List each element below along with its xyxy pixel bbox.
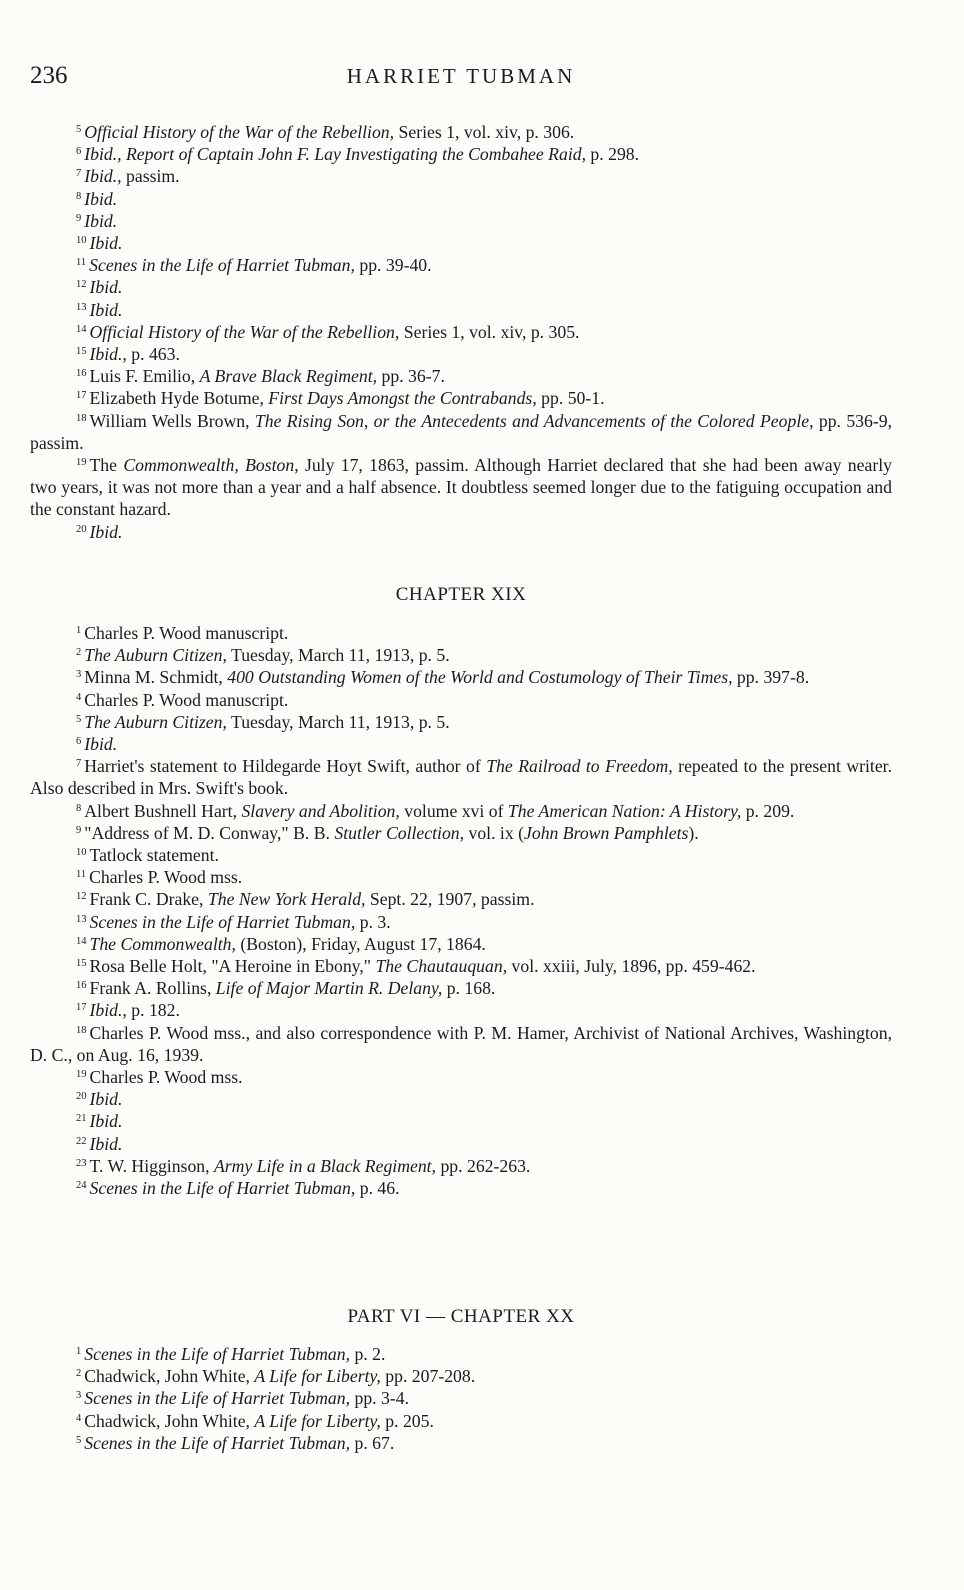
page-number: 236 [30, 62, 68, 89]
footnote-text: volume xvi of [399, 800, 508, 821]
footnote-number: 12 [76, 279, 87, 291]
footnote-title-text: A Life for Liberty, [254, 1366, 381, 1387]
footnote-title-text: Stutler Collection, [334, 822, 465, 843]
footnote-title-text: Commonwealth, Boston, [123, 455, 299, 476]
footnote-text: Albert Bushnell Hart, [84, 800, 242, 821]
footnote-text: Elizabeth Hyde Botume, [89, 388, 269, 409]
footnote-number: 3 [76, 669, 82, 681]
footnote-text: p. 3. [355, 911, 391, 932]
footnote-title-text: A Brave Black Regiment, [199, 366, 378, 387]
footnote-title-text: The Commonwealth, [89, 933, 236, 954]
footnote [30, 733, 892, 755]
footnote-text: Tatlock statement. [89, 845, 219, 866]
footnote [30, 165, 892, 187]
footnote-title-text: Ibid. [89, 1133, 123, 1154]
footnote-title-text: Official History of the War of the Rebellion, [84, 122, 395, 142]
footnote-text: p. 168. [442, 978, 496, 999]
footnote-title-text: A Life for Liberty, [254, 1410, 381, 1431]
footnote-number: 5 [76, 1434, 82, 1446]
footnote-number: 12 [76, 891, 87, 903]
footnote-number: 1 [76, 625, 82, 636]
footnote-number: 14 [76, 935, 87, 947]
footnote-number: 4 [76, 1412, 82, 1424]
footnote-title-text: Ibid., [89, 1000, 127, 1021]
footnote-title-text: Ibid. [89, 299, 123, 320]
footnote-number: 18 [76, 412, 87, 424]
footnote-text: Frank C. Drake, [89, 889, 208, 910]
footnote-number: 6 [76, 146, 82, 158]
footnote-title-text: Scenes in the Life of Harriet Tubman, [89, 255, 355, 276]
footnote-title-text: 400 Outstanding Women of the World and Costumology of Their Times, [227, 667, 733, 688]
notes-section-chapter-xx [30, 1306, 892, 1454]
footnote-title-text: Ibid. [89, 1111, 123, 1132]
footnote-number: 8 [76, 802, 82, 814]
footnote [30, 188, 892, 210]
footnote [30, 933, 892, 955]
chapter-heading: PART VI — CHAPTER XX [347, 1306, 575, 1327]
footnote [30, 1343, 892, 1365]
footnote-text: vol. ix ( [464, 822, 524, 843]
footnote-text: p. 2. [350, 1344, 386, 1364]
footnote [30, 800, 892, 822]
footnote-title-text: Ibid. [84, 734, 118, 755]
footnote-text: Sept. 22, 1907, passim. [365, 889, 535, 910]
footnote-text: Chadwick, John White, [84, 1366, 255, 1387]
footnote [30, 1110, 892, 1132]
footnote-text: repeated to the present writer. Also described in Mrs. Swift's book. [30, 756, 893, 799]
footnote-number: 13 [76, 301, 87, 313]
footnote-number: 17 [76, 1002, 87, 1014]
footnote-title-text: Slavery and Abolition, [241, 800, 400, 821]
footnote [30, 1155, 892, 1177]
footnote-text: pp. 36-7. [377, 366, 445, 387]
footnote-text: July 17, 1863, passim. Although Harriet declared that she had been away nearly two years, it was not more than a year and a half absence. It doubtless seemed longer due to the fatiguing occupation and the constant hazard. [30, 455, 892, 520]
footnote [30, 1177, 892, 1199]
footnote [30, 755, 892, 799]
footnote-text: passim. [121, 166, 180, 187]
footnote [30, 254, 892, 276]
footnote-title-text: Scenes in the Life of Harriet Tubman, [84, 1344, 351, 1364]
footnote [30, 410, 892, 454]
footnote-number: 10 [76, 847, 87, 859]
footnote [30, 689, 892, 711]
footnote-text: Chadwick, John White, [84, 1410, 255, 1431]
footnote-number: 5 [76, 713, 82, 725]
footnote [30, 711, 892, 733]
footnote-title-text: Life of Major Martin R. Delany, [215, 978, 443, 999]
footnote-text: pp. 536-9, passim. [30, 410, 893, 453]
footnote [30, 1387, 892, 1409]
footnote-title-text: Ibid. [89, 233, 123, 254]
footnote [30, 1365, 892, 1387]
footnote [30, 232, 892, 254]
footnote-text: p. 46. [355, 1178, 400, 1199]
footnote-number: 2 [76, 1368, 82, 1380]
footnote-text: Charles P. Wood manuscript. [84, 689, 289, 710]
footnote-number: 15 [76, 346, 87, 358]
notes-section-chapter-xviii [30, 121, 892, 543]
footnote [30, 454, 892, 521]
footnote-number: 2 [76, 647, 82, 659]
footnote [30, 143, 892, 165]
footnote [30, 121, 892, 143]
footnote-number: 23 [76, 1157, 87, 1169]
footnote [30, 955, 892, 977]
footnote-title-text: Scenes in the Life of Harriet Tubman, [89, 911, 356, 932]
footnote [30, 387, 892, 409]
footnote [30, 521, 892, 543]
notes-section-chapter-xix [30, 584, 892, 1199]
footnote-title-text: Ibid. [89, 521, 123, 542]
footnote [30, 1022, 892, 1066]
footnote [30, 299, 892, 321]
footnote-text: p. 463. [126, 344, 180, 365]
footnote-number: 1 [76, 1346, 82, 1357]
footnote-title-text: Ibid. [84, 210, 118, 231]
footnote [30, 844, 892, 866]
footnote [30, 365, 892, 387]
footnote-number: 10 [76, 235, 87, 247]
footnote-text: pp. 397-8. [732, 667, 810, 688]
footnote-text: Series 1, vol. xiv, p. 305. [399, 321, 580, 342]
footnote-number: 21 [76, 1113, 87, 1125]
footnote-title-text: The Railroad to Freedom, [486, 756, 673, 777]
footnote-title-text: John Brown Pamphlets [524, 822, 689, 843]
footnote [30, 866, 892, 888]
footnote-number: 20 [76, 1091, 87, 1103]
footnote-number: 8 [76, 190, 82, 202]
footnote [30, 888, 892, 910]
footnote [30, 1066, 892, 1088]
footnote-title-text: The New York Herald, [207, 889, 366, 910]
footnote-number: 9 [76, 824, 82, 836]
footnote-number: 16 [76, 368, 87, 380]
footnote-title-text: First Days Amongst the Contrabands, [268, 388, 537, 409]
footnote-text: The [89, 455, 124, 476]
footnote-title-text: The Auburn Citizen, [84, 645, 227, 666]
footnote-title-text: The Rising Son, or the Antecedents and Advancements of the Colored People, [254, 410, 814, 431]
footnote-text: William Wells Brown, [89, 410, 255, 431]
page-header [30, 62, 892, 94]
footnote [30, 1410, 892, 1432]
footnote [30, 911, 892, 933]
footnote-title-text: Ibid. [89, 1089, 123, 1110]
footnote-number: 15 [76, 958, 87, 970]
footnote-text: p. 205. [380, 1410, 434, 1431]
footnote-number: 6 [76, 736, 82, 748]
footnote-text: T. W. Higginson, [89, 1155, 214, 1176]
footnote-title-text: Scenes in the Life of Harriet Tubman, [84, 1388, 351, 1409]
footnote-text: pp. 262-263. [436, 1155, 531, 1176]
footnote [30, 321, 892, 343]
footnote [30, 1432, 892, 1454]
running-title: HARRIET TUBMAN [346, 64, 576, 88]
footnote-text: Charles P. Wood mss. [89, 1067, 243, 1088]
footnote-text: Charles P. Wood mss., and also correspondence with P. M. Hamer, Archivist of National Archives, Washington, D. C., on Aug. 16, 1939. [30, 1022, 892, 1065]
footnote-text: Charles P. Wood manuscript. [84, 623, 289, 643]
footnote-text: Minna M. Schmidt, [84, 667, 228, 688]
footnote-title-text: Ibid. [89, 277, 123, 298]
footnote-number: 14 [76, 323, 87, 335]
footnote [30, 343, 892, 365]
footnote-text: Rosa Belle Holt, "A Heroine in Ebony," [89, 956, 376, 977]
footnote [30, 1133, 892, 1155]
footnote-text: Luis F. Emilio, [89, 366, 200, 387]
footnote-text: Frank A. Rollins, [89, 978, 216, 999]
footnote-text: pp. 207-208. [380, 1366, 476, 1387]
footnote-number: 9 [76, 212, 82, 224]
footnote [30, 999, 892, 1021]
footnote-number: 11 [76, 869, 87, 881]
footnote-number: 18 [76, 1024, 87, 1036]
footnote-title-text: Ibid., [89, 344, 127, 365]
footnote-text: pp. 3-4. [350, 1388, 409, 1409]
footnote-text: pp. 50-1. [536, 388, 605, 409]
footnote-title-text: Army Life in a Black Regiment, [213, 1155, 437, 1176]
footnote-title-text: The Auburn Citizen, [84, 711, 227, 732]
footnote-text: p. 209. [741, 800, 795, 821]
footnote-number: 7 [76, 168, 82, 180]
footnote-text: Harriet's statement to Hildegarde Hoyt Swift, author of [84, 756, 487, 777]
footnote-title-text: The American Nation: A History, [507, 800, 742, 821]
footnote-number: 5 [76, 124, 82, 135]
footnote-text: vol. xxiii, July, 1896, pp. 459-462. [507, 956, 756, 977]
footnote [30, 666, 892, 688]
footnote-title-text: Ibid., [84, 166, 122, 187]
footnote-text: pp. 39-40. [354, 255, 432, 276]
footnote-text: p. 298. [586, 144, 640, 165]
footnote-text: p. 67. [350, 1432, 395, 1453]
footnote-text: Tuesday, March 11, 1913, p. 5. [226, 645, 450, 666]
footnote-number: 17 [76, 390, 87, 402]
footnote-number: 3 [76, 1390, 82, 1402]
footnote-text: Tuesday, March 11, 1913, p. 5. [226, 711, 450, 732]
footnote-text: p. 182. [126, 1000, 180, 1021]
footnote-number: 24 [76, 1180, 87, 1192]
footnote [30, 977, 892, 999]
footnote-text: Series 1, vol. xiv, p. 306. [394, 122, 575, 142]
chapter-heading: CHAPTER XIX [395, 584, 527, 605]
footnote-title-text: Ibid., Report of Captain John F. Lay Investigating the Combahee Raid, [84, 144, 586, 165]
footnote-number: 16 [76, 980, 87, 992]
footnote-text: Charles P. Wood mss. [89, 867, 243, 888]
footnote [30, 1088, 892, 1110]
footnote-text: (Boston), Friday, August 17, 1864. [235, 933, 486, 954]
footnote [30, 822, 892, 844]
footnote-number: 4 [76, 691, 82, 703]
footnote-number: 22 [76, 1135, 87, 1147]
footnote [30, 644, 892, 666]
footnote [30, 276, 892, 298]
footnote-title-text: The Chautauquan, [375, 956, 508, 977]
footnote-number: 19 [76, 1069, 87, 1081]
footnote-text: ). [688, 822, 699, 843]
footnote [30, 210, 892, 232]
footnote-number: 11 [76, 257, 87, 269]
footnote-number: 19 [76, 457, 87, 469]
footnote-title-text: Scenes in the Life of Harriet Tubman, [84, 1432, 351, 1453]
footnote-number: 13 [76, 913, 87, 925]
footnote-title-text: Ibid. [84, 188, 118, 209]
footnote-title-text: Scenes in the Life of Harriet Tubman, [89, 1178, 356, 1199]
footnote [30, 622, 892, 644]
footnote-number: 7 [76, 758, 82, 770]
footnote-number: 20 [76, 523, 87, 535]
footnote-title-text: Official History of the War of the Rebellion, [89, 321, 400, 342]
footnote-text: "Address of M. D. Conway," B. B. [84, 822, 335, 843]
